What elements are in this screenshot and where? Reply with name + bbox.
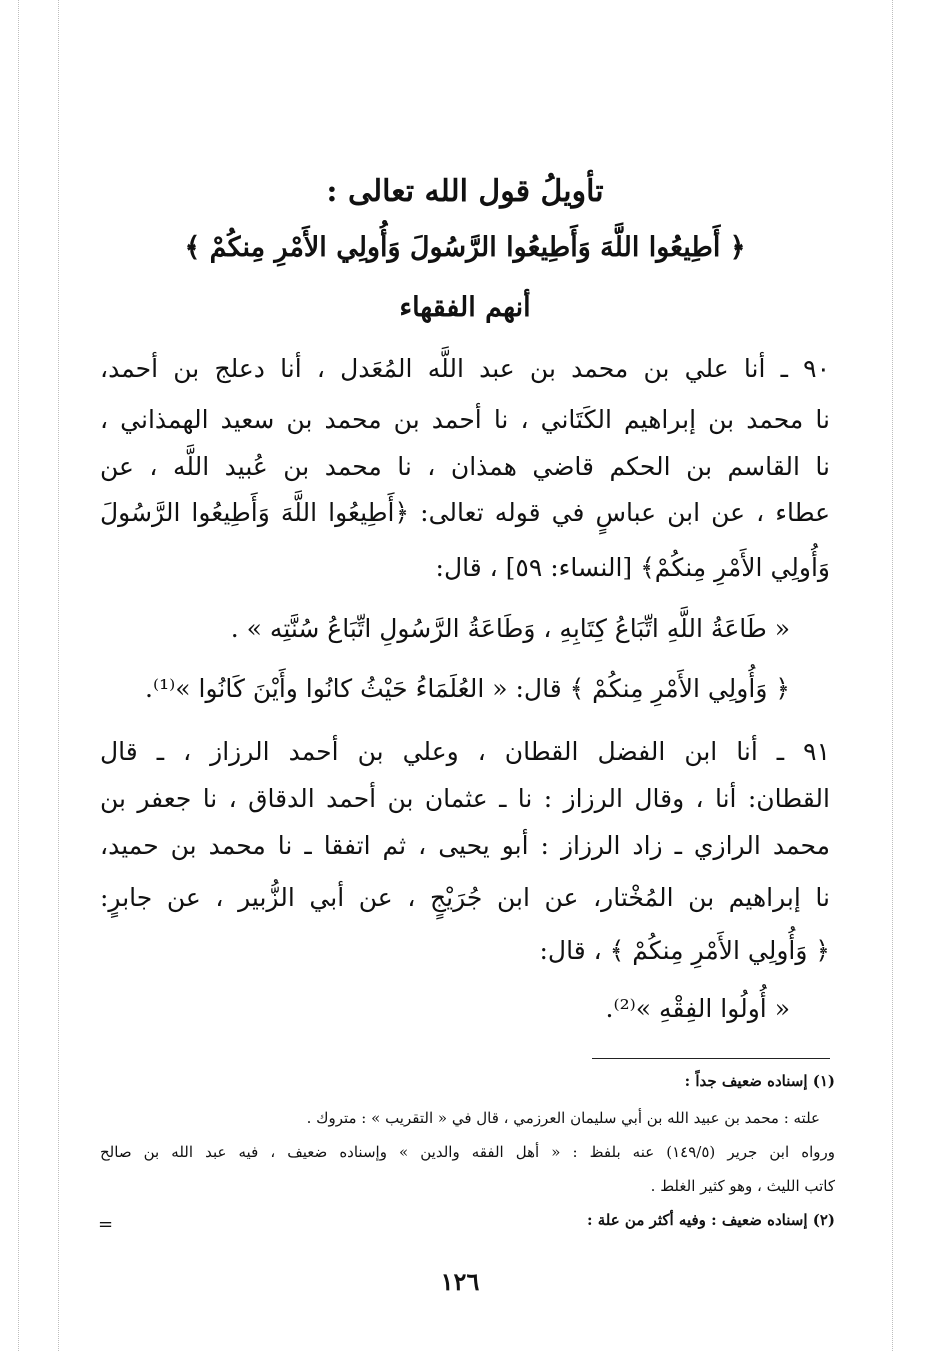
footnote-1-line-1: علته : محمد بن عبيد الله بن أبي سليمان العرزمي ، قال في « التقريب » : متروك .: [306, 1109, 820, 1127]
footnote-1-heading: (١) إسناده ضعيف جداً :: [684, 1072, 835, 1090]
chapter-subtitle: أنهم الفقهاء: [399, 292, 531, 323]
narration-90-line-2: نا محمد بن إبراهيم الكَتَاني ، نا أحمد بن محمد بن سعيد الهمذاني ،: [100, 405, 830, 434]
narration-90-quote-1: « طَاعَةُ اللَّهِ اتِّبَاعُ كِتَابِهِ ، وَطَاعَةُ الرَّسُولِ اتِّبَاعُ سُنَّتِه » .: [230, 614, 790, 643]
left-margin-dotted-line: [18, 0, 19, 1351]
footnote-1-line-3: كاتب الليث ، وهو كثير الغلط .: [650, 1177, 835, 1195]
footnote-separator: [592, 1058, 830, 1059]
narration-91-line-3: محمد الرازي ـ زاد الرزاز : أبو يحيى ، ثم اتفقا ـ نا محمد بن حميد،: [100, 831, 830, 860]
page-number: ١٢٦: [440, 1267, 480, 1296]
narration-91-line-2: القطان: أنا ، وقال الرزاز : نا ـ عثمان بن أحمد الدقاق ، نا جعفر بن: [100, 784, 830, 813]
narration-90-line-1: ٩٠ ـ أنا علي بن محمد بن عبد اللَّه المُعَدل ، أنا دعلج بن أحمد،: [100, 354, 830, 383]
right-margin-dotted-line: [892, 0, 893, 1351]
narration-90-line-3: نا القاسم بن الحكم قاضي همذان ، نا محمد بن عُبيد اللَّه ، عن: [100, 452, 830, 481]
footnote-2: (٢) إسناده ضعيف : وفيه أكثر من علة :: [586, 1211, 835, 1229]
narration-91-quote: « أُولُوا الفِقْهِ »⁽²⁾.: [605, 994, 790, 1023]
footnote-continuation-mark: =: [98, 1214, 114, 1235]
narration-91-line-1: ٩١ ـ أنا ابن الفضل القطان ، وعلي بن أحمد الرزاز ، ـ قال: [100, 737, 830, 766]
narration-91-line-4: نا إبراهيم بن المُخْتار، عن ابن جُرَيْجٍ ، عن أبي الزُّبير ، عن جابرٍ:: [100, 883, 830, 912]
footnote-1-line-2: ورواه ابن جرير (١٤٩/٥) عنه بلفظ : « أهل الفقه والدين » وإسناده ضعيف ، فيه عبد الله بن صالح: [100, 1143, 835, 1161]
chapter-verse: ﴿ أَطِيعُوا اللَّهَ وَأَطِيعُوا الرَّسُولَ وَأُولِي الأَمْرِ مِنكُمْ ﴾: [184, 232, 746, 263]
left-inner-dotted-line: [58, 0, 59, 1351]
narration-90-quote-2: ﴿ وَأُولِي الأَمْرِ مِنكُمْ ﴾ قال: « العُلَمَاءُ حَيْثُ كانُوا وأَيْنَ كَانُوا »⁽¹⁾.: [145, 674, 790, 703]
narration-91-line-5: ﴿ وَأُولِي الأَمْرِ مِنكُمْ ﴾ ، قال:: [539, 936, 830, 965]
narration-90-line-4: عطاء ، عن ابن عباسٍ في قوله تعالى: ﴿أَطِيعُوا اللَّهَ وَأَطِيعُوا الرَّسُولَ: [100, 498, 830, 527]
narration-90-line-5: وَأُولِي الأَمْرِ مِنكُمْ﴾ [النساء: ٥٩] ، قال:: [435, 553, 830, 582]
chapter-title: تأويلُ قول الله تعالى :: [326, 174, 604, 209]
